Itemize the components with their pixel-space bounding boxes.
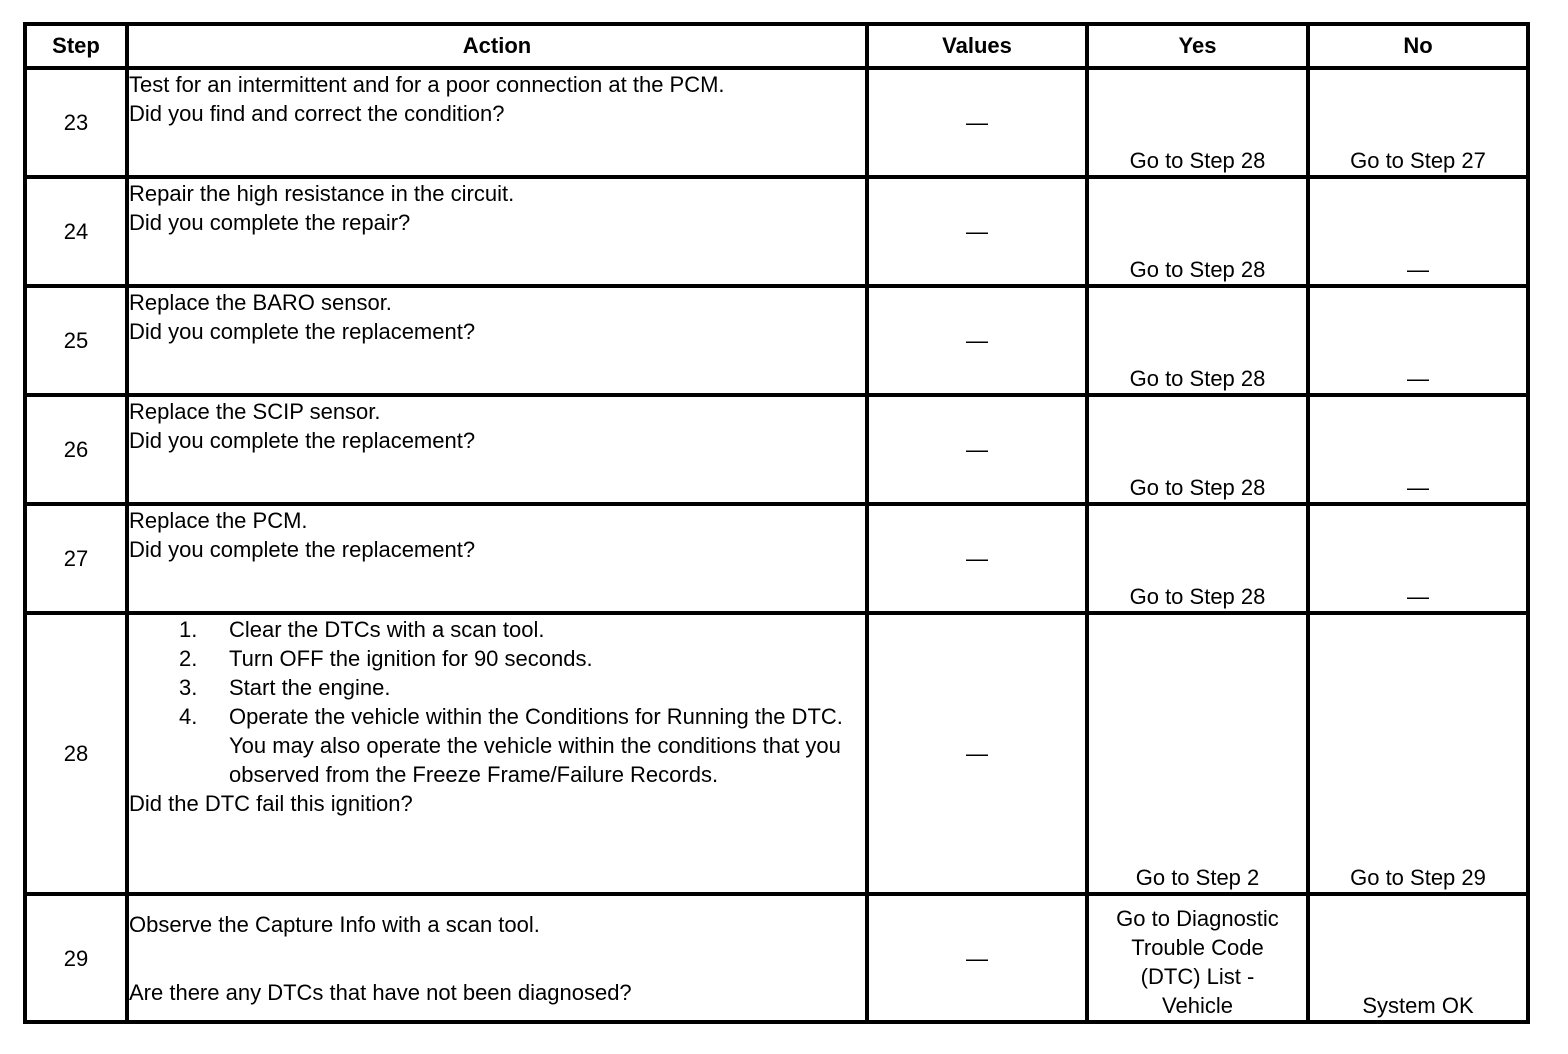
action-text: Repair the high resistance in the circuit.: [129, 181, 515, 206]
no-cell: —: [1308, 286, 1528, 395]
list-item: [179, 702, 865, 789]
action-cell: [127, 177, 867, 286]
step-number: 24: [25, 177, 127, 286]
list-item-text: Operate the vehicle within the Conditions for Running the DTC. You may also operate the vehicle within the conditions that you observed from the Freeze Frame/Failure Records.: [229, 704, 843, 787]
action-text: Replace the BARO sensor.: [129, 290, 392, 315]
action-cell: [127, 894, 867, 1022]
action-question: Are there any DTCs that have not been diagnosed?: [129, 979, 632, 1005]
yes-cell: Go to Diagnostic Trouble Code (DTC) List - Vehicle: [1087, 894, 1308, 1022]
yes-cell: Go to Step 28: [1087, 68, 1308, 177]
action-text: Replace the SCIP sensor.: [129, 399, 381, 424]
table-row: [25, 894, 1528, 1022]
step-number: 28: [25, 613, 127, 894]
diagnostic-table: [23, 22, 1530, 1024]
header-yes: Yes: [1087, 24, 1308, 68]
list-item-number: 2.: [179, 646, 198, 671]
yes-cell: Go to Step 28: [1087, 504, 1308, 613]
table-row: [25, 613, 1528, 894]
no-cell: Go to Step 27: [1308, 68, 1528, 177]
action-question: Did you complete the repair?: [129, 210, 411, 235]
no-cell: —: [1308, 177, 1528, 286]
action-cell: [127, 613, 867, 894]
step-number: 27: [25, 504, 127, 613]
action-cell: [127, 395, 867, 504]
step-number: 23: [25, 68, 127, 177]
no-cell: —: [1308, 395, 1528, 504]
action-cell: [127, 504, 867, 613]
action-question: Did the DTC fail this ignition?: [129, 791, 413, 816]
action-text: Replace the PCM.: [129, 508, 308, 533]
action-cell: [127, 286, 867, 395]
header-no: No: [1308, 24, 1528, 68]
table-row: [25, 395, 1528, 504]
action-question: Did you complete the replacement?: [129, 428, 476, 453]
table-row: [25, 286, 1528, 395]
values-cell: —: [867, 504, 1087, 613]
no-cell: Go to Step 29: [1308, 613, 1528, 894]
values-cell: —: [867, 177, 1087, 286]
no-cell: System OK: [1308, 894, 1528, 1022]
values-cell: —: [867, 286, 1087, 395]
list-item-number: 4.: [179, 704, 198, 729]
list-item-text: Turn OFF the ignition for 90 seconds.: [229, 646, 593, 671]
table-row: [25, 504, 1528, 613]
header-action: Action: [127, 24, 867, 68]
no-cell: —: [1308, 504, 1528, 613]
values-cell: —: [867, 613, 1087, 894]
header-row: [25, 24, 1528, 68]
values-cell: —: [867, 395, 1087, 504]
procedure-list: [129, 615, 865, 789]
list-item: [179, 644, 865, 673]
list-item-number: 3.: [179, 675, 198, 700]
step-number: 26: [25, 395, 127, 504]
header-step: Step: [25, 24, 127, 68]
yes-cell: Go to Step 2: [1087, 613, 1308, 894]
list-item: [179, 615, 865, 644]
action-text: Test for an intermittent and for a poor connection at the PCM.: [129, 72, 725, 97]
values-cell: —: [867, 894, 1087, 1022]
values-cell: —: [867, 68, 1087, 177]
action-text: Observe the Capture Info with a scan tool.: [129, 911, 540, 937]
table-row: [25, 68, 1528, 177]
header-values: Values: [867, 24, 1087, 68]
list-item-text: Clear the DTCs with a scan tool.: [229, 617, 545, 642]
step-number: 25: [25, 286, 127, 395]
step-number: 29: [25, 894, 127, 1022]
list-item-number: 1.: [179, 617, 198, 642]
table-row: [25, 177, 1528, 286]
yes-cell: Go to Step 28: [1087, 286, 1308, 395]
action-question: Did you complete the replacement?: [129, 319, 476, 344]
action-cell: [127, 68, 867, 177]
action-question: Did you complete the replacement?: [129, 537, 476, 562]
yes-cell: Go to Step 28: [1087, 177, 1308, 286]
list-item-text: Start the engine.: [229, 675, 391, 700]
list-item: [179, 673, 865, 702]
yes-cell: Go to Step 28: [1087, 395, 1308, 504]
action-question: Did you find and correct the condition?: [129, 101, 505, 126]
